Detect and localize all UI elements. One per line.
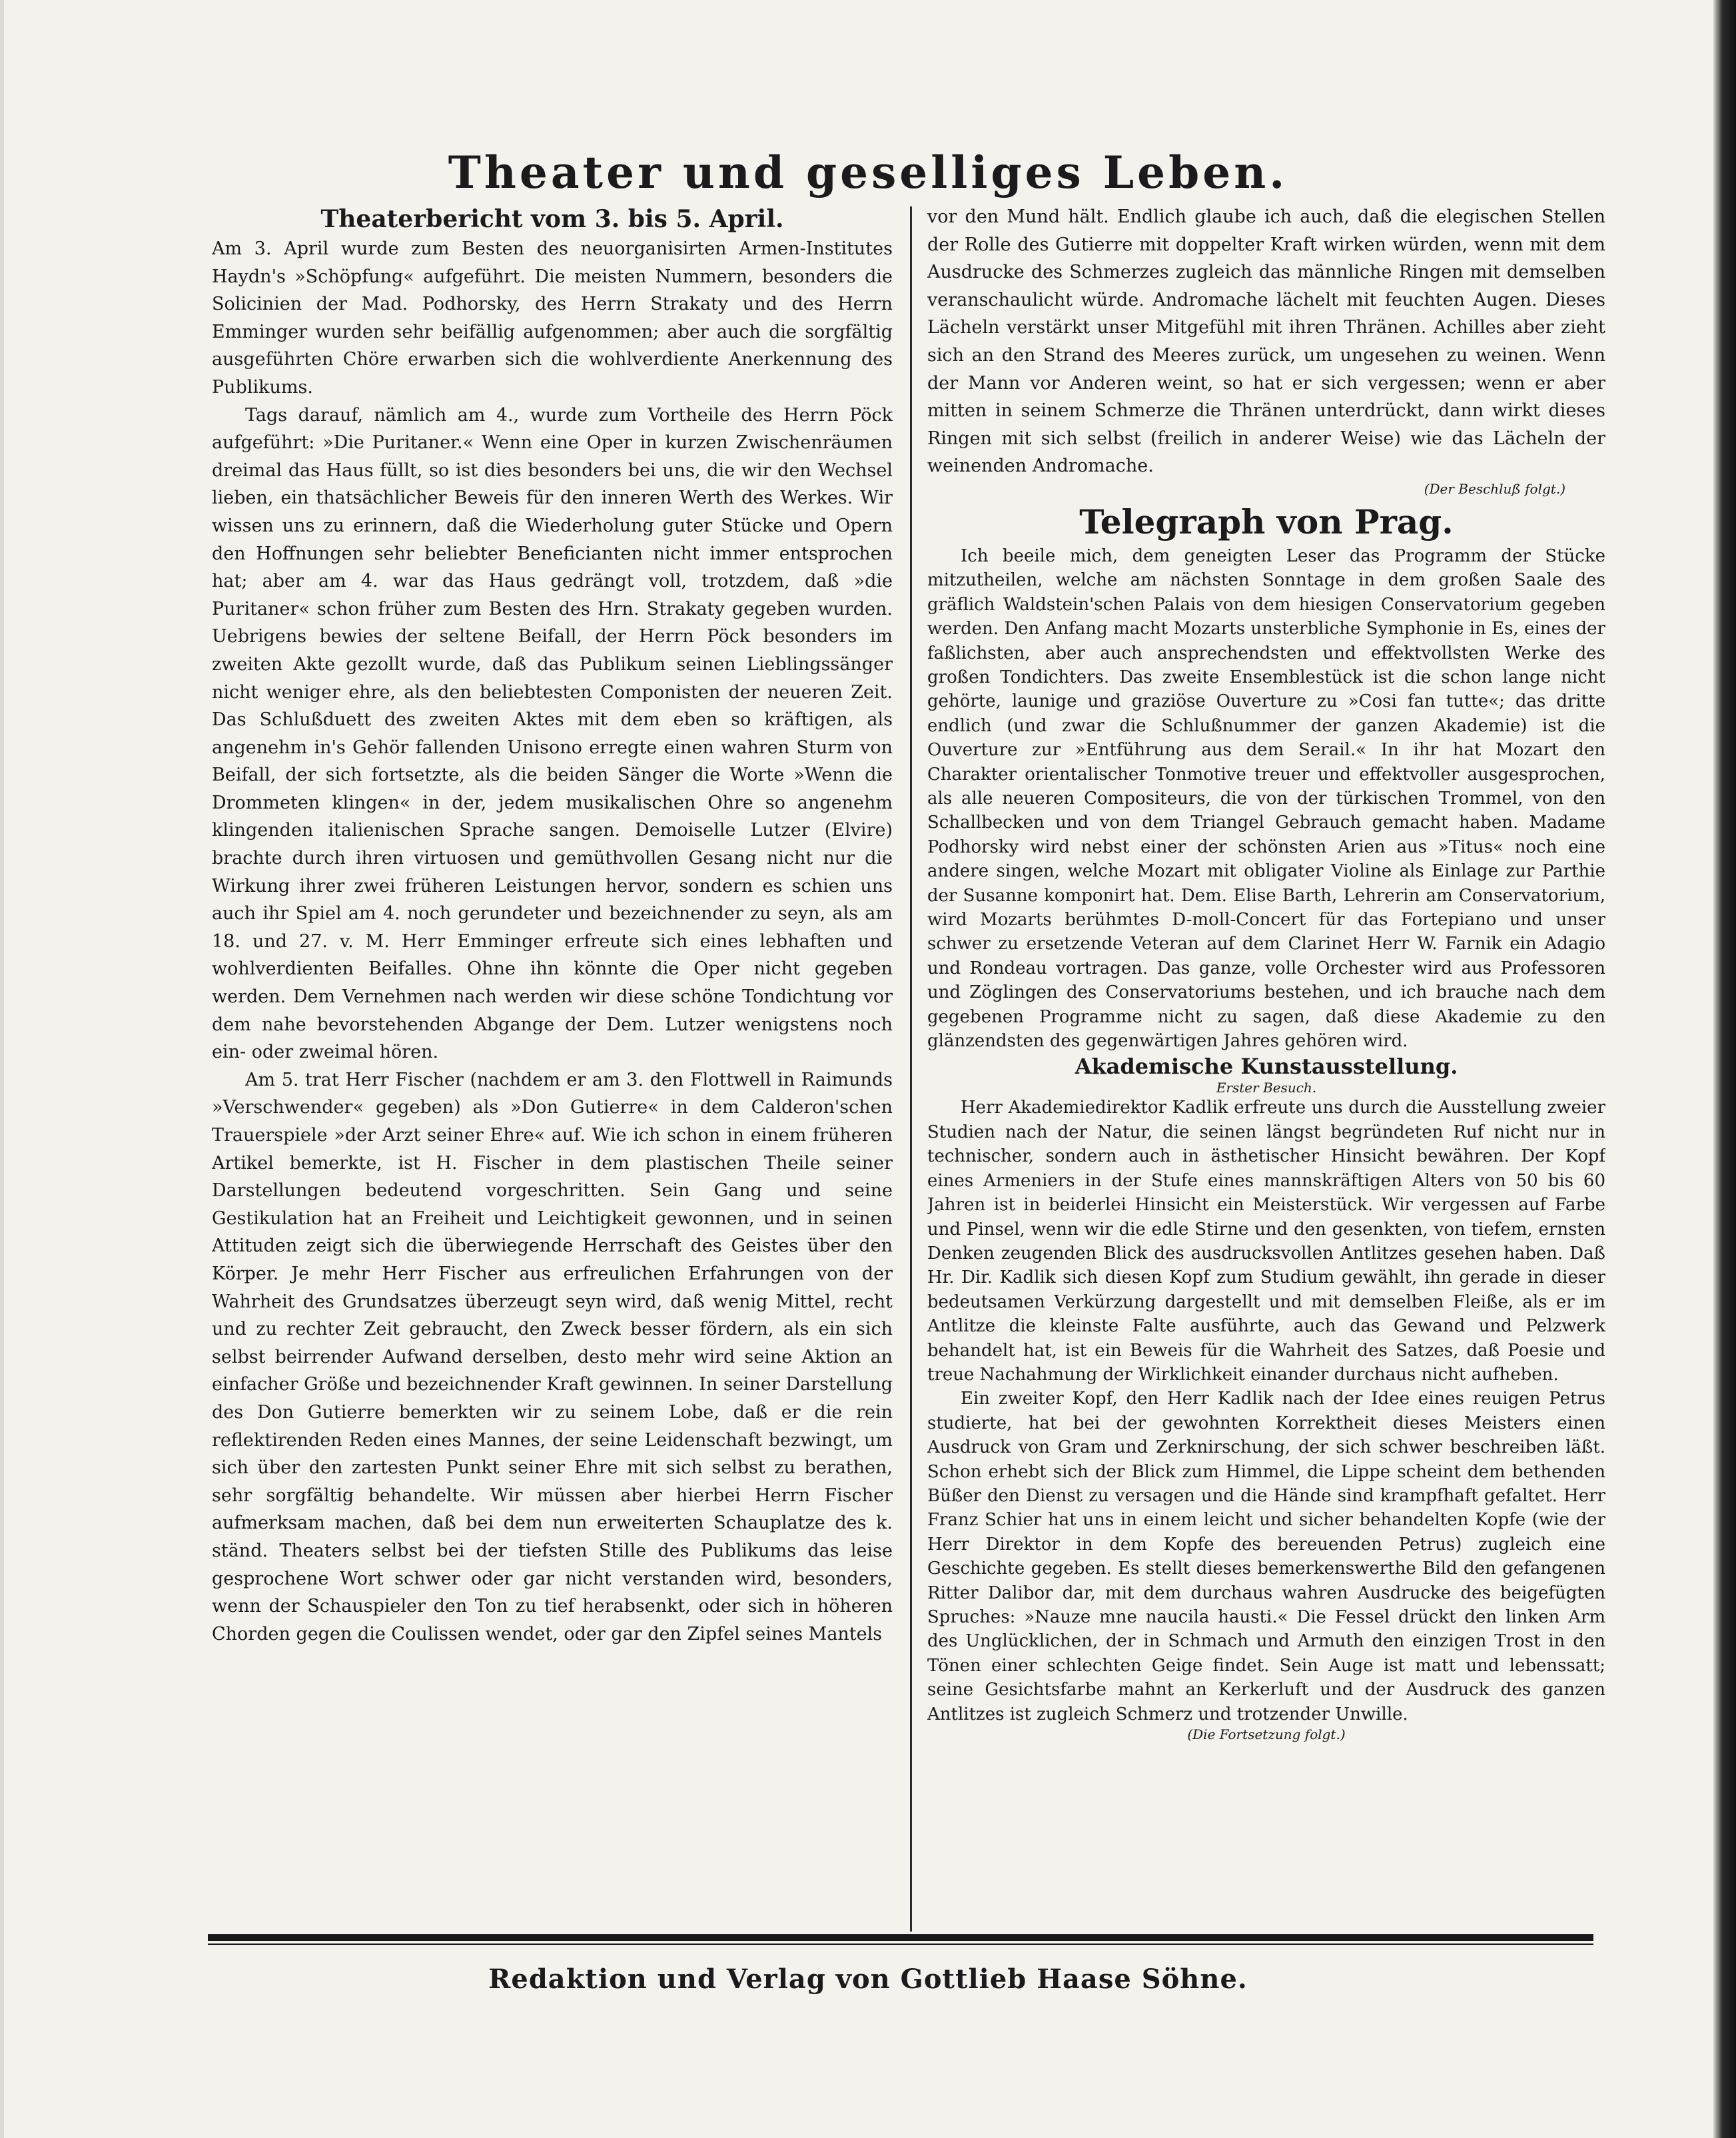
left-column [212, 203, 893, 1943]
article-paragraph: Am 3. April wurde zum Besten des neuorganisirten Armen-Institutes Haydn's »Schöpfung« aufgeführt. Die meisten Nummern, besonders die Solicinien der Mad. Podhorsky, des Herrn Strakaty und des Herrn Emminger wurden sehr beifällig aufgenommen; aber auch die sorgfältig ausgeführten Chöre erwarben sich die wohlverdiente Anerkennung des Publikums. [212, 238, 893, 398]
exhibition-paragraph: Ein zweiter Kopf, den Herr Kadlik nach der Idee eines reuigen Petrus studierte, hat bei der gewohnten Korrektheit dieses Meisters einen Ausdruck von Gram und Zerknirschung, der sich schwer beschreiben läßt. Schon erhebt sich der Blick zum Himmel, die Lippe scheint dem bethenden Büßer den Dienst zu versagen und die Hände sind krampfhaft gefaltet. Herr Franz Schier hat uns in einem leicht und sicher behandelten Kopfe (wie der Herr Direktor in dem Kopfe des bereuenden Petrus) zugleich eine Geschichte gegeben. Es stellt dieses bemerkenswerthe Bild den gefangenen Ritter Dalibor dar, mit dem durchaus wahren Ausdrucke des beigefügten Spruches: »Nauze mne naucila hausti.« Die Fessel drückt den linken Arm des Unglücklichen, der in Schmach und Armuth den einzigen Trost in den Tönen einer schlechten Geige findet. Sein Auge ist matt und lebenssatt; seine Gesichtsfarbe mahnt an Kerkerluft und der Ausdruck des ganzen Antlitzes ist zugleich Schmerz und trotzender Unwille. [927, 1389, 1605, 1724]
right-column [927, 203, 1605, 1943]
section-title: Theater und geselliges Leben. [448, 147, 1288, 198]
telegraph-paragraph: Ich beeile mich, dem geneigten Leser das Programm der Stücke mitzutheilen, welche am nächsten Sonntage in dem großen Saale des gräflich Waldstein'schen Palais von dem hiesigen Conservatorium gegeben werden. Den Anfang macht Mozarts unsterbliche Symphonie in Es, eines der faßlichsten, aber auch ansprechendsten und effektvollsten Werke des großen Tondichters. Das zweite Ensemblestück ist die schon lange nicht gehörte, launige und graziöse Ouverture zu »Cosi fan tutte«; das dritte endlich (und zwar die Schlußnummer der ganzen Akademie) ist die Ouverture zur »Entführung aus dem Serail.« In ihr hat Mozart den Charakter orientalischer Tonmotive treuer und effektvoller ausgesprochen, als alle neueren Compositeurs, die von der türkischen Trommel, von den Schallbecken und von dem Triangel Gebrauch gemacht haben. Madame Podhorsky wird nebst einer der schönsten Arien aus »Titus« noch eine andere singen, welche Mozart mit obligater Violine als Einlage zur Parthie der Susanne komponirt hat. Dem. Elise Barth, Lehrerin am Conservatorium, wird Mozarts berühmtes D-moll-Concert für das Fortepiano und unser schwer zu ersetzende Veteran auf dem Clarinet Herr W. Farnik ein Adagio und Rondeau vortragen. Das ganze, volle Orchester wird aus Professoren und Zöglingen des Conservatoriums bestehen, und ich brauche nach dem gegebenen Programme nicht zu sagen, daß diese Akademie zu den glänzendsten des gegenwärtigen Jahres gehören wird. [927, 545, 1605, 1052]
theater-report-headline: Theaterbericht vom 3. bis 5. April. [320, 205, 784, 233]
scan-left-edge [0, 0, 4, 2138]
exhibition-subhead: Erster Besuch. [1216, 1080, 1317, 1096]
scan-right-edge [1713, 0, 1736, 2138]
article-paragraph: Am 5. trat Herr Fischer (nachdem er am 3. den Flottwell in Raimunds »Verschwender« gegeben) als »Don Gutierre« in dem Calderon'schen Trauerspiele »der Arzt seiner Ehre« auf. Wie ich schon in einem früheren Artikel bemerkte, ist H. Fischer in dem plastischen Theile seiner Darstellungen bedeutend vorgeschritten. Sein Gang und seine Gestikulation hat an Freiheit und Leichtigkeit gewonnen, und in seinen Attituden zeigt sich die überwiegende Herrschaft des Geistes über den Körper. Je mehr Herr Fischer aus erfreulichen Erfahrungen von der Wahrheit des Grundsatzes überzeugt seyn wird, daß wenig Mittel, recht und zu rechter Zeit gebraucht, den Zweck besser fördern, als ein sich selbst beirrender Aufwand derselben, desto mehr wird seine Aktion an einfacher Größe und bezeichnender Kraft gewinnen. In seiner Darstellung des Don Gutierre bemerkten wir zu seinem Lobe, daß er die rein reflektirenden Reden eines Mannes, der seine Leidenschaft bezwingt, um sich über den zartesten Punkt seiner Ehre mit sich selbst zu berathen, sehr sorgfältig behandelte. Wir müssen aber hierbei Herrn Fischer aufmerksam machen, daß bei dem nun erweiterten Schauplatze des k. ständ. Theaters selbst bei der tiefsten Stille des Publikums das leise gesprochene Wort schwer oder gar nicht verstanden wird, besonders, wenn der Schauspieler den Ton zu tief herabsenkt, oder sich in höheren Chorden gegen die Coulissen wendet, oder gar den Zipfel seines Mantels [212, 1069, 893, 1644]
continuation-note: (Der Beschluß folgt.) [1424, 480, 1565, 497]
telegraph-headline: Telegraph von Prag. [1079, 502, 1454, 541]
continued-paragraph: vor den Mund hält. Endlich glaube ich auch, daß die elegischen Stellen der Rolle des Gutierre mit doppelter Kraft wirken würden, wenn mit dem Ausdrucke des Schmerzes zugleich das männliche Ringen mit demselben veranschaulicht würde. Andromache lächelt mit feuchten Augen. Dieses Lächeln verstärkt unser Mitgefühl mit ihren Thränen. Achilles aber zieht sich an den Strand des Meeres zurück, um ungesehen zu weinen. Wenn der Mann vor Anderen weint, so hat er sich vergessen; wenn er aber mitten in seinem Schmerze die Thränen unterdrückt, dann wirkt dieses Ringen mit sich selbst (freilich in anderer Weise) wie das Lächeln der weinenden Andromache. [927, 206, 1605, 477]
article-paragraph: Tags darauf, nämlich am 4., wurde zum Vortheile des Herrn Pöck aufgeführt: »Die Puritaner.« Wenn eine Oper in kurzen Zwischenräumen dreimal das Haus füllt, so ist dies besonders bei uns, die wir den Wechsel lieben, ein thatsächlicher Beweis für den inneren Werth des Werkes. Wir wissen uns zu erinnern, daß die Wiederholung guter Stücke und Opern den Hoffnungen sehr beliebter Beneficianten nicht immer entsprochen hat; aber am 4. war das Haus gedrängt voll, trotzdem, daß »die Puritaner« schon früher zum Besten des Hrn. Strakaty gegeben wurden. Uebrigens bewies der seltene Beifall, der Herrn Pöck besonders im zweiten Akte gezollt wurde, daß das Publikum seinen Lieblingssänger nicht weniger ehre, als den beliebtesten Componisten der neueren Zeit. Das Schlußduett des zweiten Aktes mit dem eben so kräftigen, als angenehm in's Gehör fallenden Unisono erregte einen wahren Sturm von Beifall, der sich fortsetzte, als die beiden Sänger die Worte »Wenn die Drommeten klingen« in der, jedem musikalischen Ohre so angenehm klingenden italienischen Sprache sangen. Demoiselle Lutzer (Elvire) brachte durch ihren virtuosen und gemüthvollen Gesang nicht nur die Wirkung ihrer zwei früheren Leistungen hervor, sondern es schien uns auch ihr Spiel am 4. noch gerundeter und bezeichnender zu seyn, als am 18. und 27. v. M. Herr Emminger erfreute sich eines lebhaften und wohlverdienten Beifalles. Ohne ihn könnte die Oper nicht gegeben werden. Dem Vernehmen nach werden wir diese schöne Tondichtung vor dem nahe bevorstehenden Abgange der Dem. Lutzer wenigstens noch ein- oder zweimal hören. [212, 404, 893, 1063]
footer-rule-thick [208, 1934, 1593, 1941]
exhibition-headline: Akademische Kunstausstellung. [1075, 1054, 1458, 1080]
exhibition-note: (Die Fortsetzung folgt.) [1187, 1726, 1346, 1743]
column-divider [910, 206, 912, 1932]
footer-rule-thin [208, 1944, 1593, 1945]
publisher-imprint: Redaktion und Verlag von Gottlieb Haase Söhne. [488, 1963, 1248, 1995]
exhibition-paragraph: Herr Akademiedirektor Kadlik erfreute uns durch die Ausstellung zweier Studien nach der Natur, die seinen längst begründeten Ruf nicht nur in technischer, sondern auch in ästhetischer Hinsicht bewähren. Der Kopf eines Armeniers in der Stufe eines mannskräftigen Alters von 50 bis 60 Jahren ist in beiderlei Hinsicht ein Meisterstück. Wir vergessen auf Farbe und Pinsel, wenn wir die edle Stirne und den gesenkten, von tiefem, ernsten Denken zeugenden Blick des ausdrucksvollen Antlitzes gesehen haben. Daß Hr. Dir. Kadlik sich diesen Kopf zum Studium gewählt, ihn gerade in dieser bedeutsamen Verkürzung dargestellt und mit demselben Fleiße, als er im Antlitze die kleinste Falte ausführte, auch das Gewand und Pelzwerk behandelt hat, ist ein Beweis für die Wahrheit des Satzes, daß Poesie und treue Nachahmung der Wirklichkeit einander durchaus nicht aufheben. [927, 1098, 1605, 1385]
